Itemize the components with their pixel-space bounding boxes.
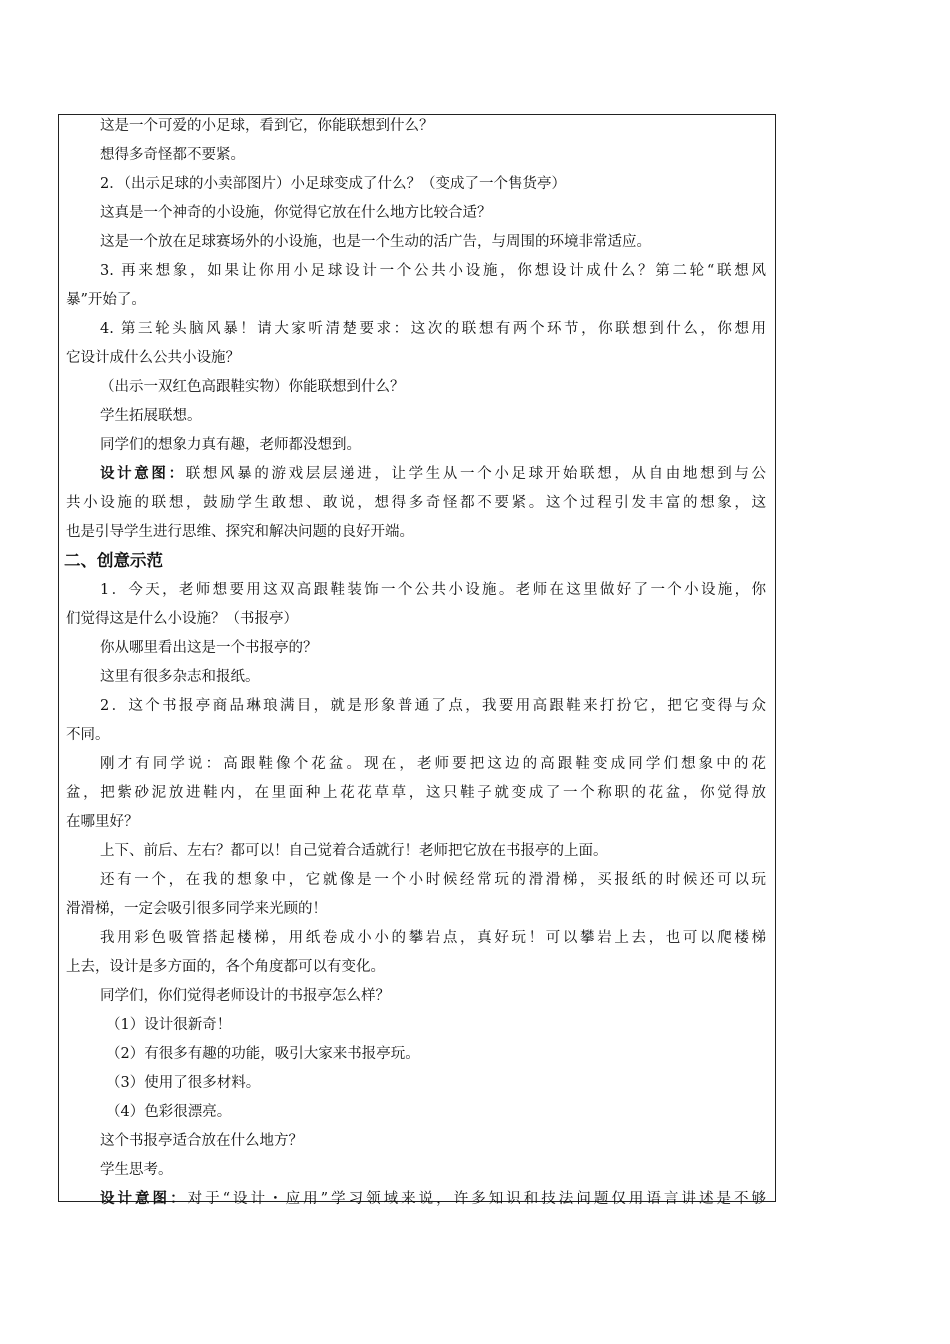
text-line: 盆，把紫砂泥放进鞋内，在里面种上花花草草，这只鞋子就变成了一个称职的花盆，你觉得放: [66, 785, 766, 801]
text-line: 想得多奇怪都不要紧。: [100, 147, 245, 163]
list-item: （1）设计很新奇！: [106, 1017, 232, 1033]
text-line: 也是引导学生进行思维、探究和解决问题的良好开端。: [66, 524, 414, 540]
section-heading: 二、创意示范: [64, 551, 163, 570]
text-line: 上下、前后、左右？都可以！自己觉着合适就行！老师把它放在书报亭的上面。: [100, 843, 608, 859]
design-intent-text: 对于“设计・应用”学习领域来说，许多知识和技法问题仅用语言讲述是不够: [187, 1191, 766, 1207]
text-line: 2．（出示足球的小卖部图片）小足球变成了什么？（变成了一个售货亭）: [100, 176, 566, 192]
text-line: 这是一个可爱的小足球，看到它，你能联想到什么？: [100, 118, 434, 134]
text-line: 1．今天，老师想要用这双高跟鞋装饰一个公共小设施。老师在这里做好了一个小设施，你: [100, 582, 766, 598]
text-line: 共小设施的联想，鼓励学生敢想、敢说，想得多奇怪都不要紧。这个过程引发丰富的想象，这: [66, 495, 766, 511]
text-line: 刚才有同学说：高跟鞋像个花盆。现在，老师要把这边的高跟鞋变成同学们想象中的花: [100, 756, 766, 772]
text-line: 这里有很多杂志和报纸。: [100, 669, 260, 685]
design-intent-label: 设计意图：: [100, 465, 186, 482]
text-line: 不同。: [66, 727, 110, 743]
text-line: 暴”开始了。: [66, 292, 146, 308]
text-line: 上去，设计是多方面的，各个角度都可以有变化。: [66, 959, 385, 975]
text-line: 3. 再来想象，如果让你用小足球设计一个公共小设施，你想设计成什么？第二轮“联想风: [100, 263, 766, 279]
text-line: 2．这个书报亭商品琳琅满目，就是形象普通了点，我要用高跟鞋来打扮它，把它变得与众: [100, 698, 766, 714]
text-line: 这是一个放在足球赛场外的小设施，也是一个生动的活广告，与周围的环境非常适应。: [100, 234, 651, 250]
text-line: 我用彩色吸管搭起楼梯，用纸卷成小小的攀岩点，真好玩！可以攀岩上去，也可以爬楼梯: [100, 930, 766, 946]
design-intent-paragraph: [66, 464, 766, 484]
text-line: 它设计成什么公共小设施？: [66, 350, 240, 366]
list-item: （2）有很多有趣的功能，吸引大家来书报亭玩。: [106, 1046, 420, 1062]
text-line: 在哪里好？: [66, 814, 139, 830]
list-item: （3）使用了很多材料。: [106, 1075, 261, 1091]
text-line: 滑滑梯，一定会吸引很多同学来光顾的！: [66, 901, 327, 917]
text-line: 4. 第三轮头脑风暴！请大家听清楚要求：这次的联想有两个环节，你联想到什么，你想用: [100, 321, 766, 337]
text-line: 同学们的想象力真有趣，老师都没想到。: [100, 437, 361, 453]
text-line: 还有一个，在我的想象中，它就像是一个小时候经常玩的滑滑梯，买报纸的时候还可以玩: [100, 872, 766, 888]
text-line: 们觉得这是什么小设施？（书报亭）: [66, 611, 298, 627]
text-line: （出示一双红色高跟鞋实物）你能联想到什么？: [100, 379, 405, 395]
text-line: 这个书报亭适合放在什么地方？: [100, 1133, 303, 1149]
design-intent-text: 联想风暴的游戏层层递进，让学生从一个小足球开始联想，从自由地想到与公: [185, 466, 767, 482]
text-line: 学生思考。: [100, 1162, 173, 1178]
design-intent-label: 设计意图：: [100, 1190, 188, 1207]
text-line: 同学们，你们觉得老师设计的书报亭怎么样？: [100, 988, 390, 1004]
text-line: 学生拓展联想。: [100, 408, 202, 424]
design-intent-paragraph: [66, 1189, 766, 1209]
text-line: 你从哪里看出这是一个书报亭的？: [100, 640, 318, 656]
text-line: 这真是一个神奇的小设施，你觉得它放在什么地方比较合适？: [100, 205, 492, 221]
list-item: （4）色彩很漂亮。: [106, 1104, 232, 1120]
